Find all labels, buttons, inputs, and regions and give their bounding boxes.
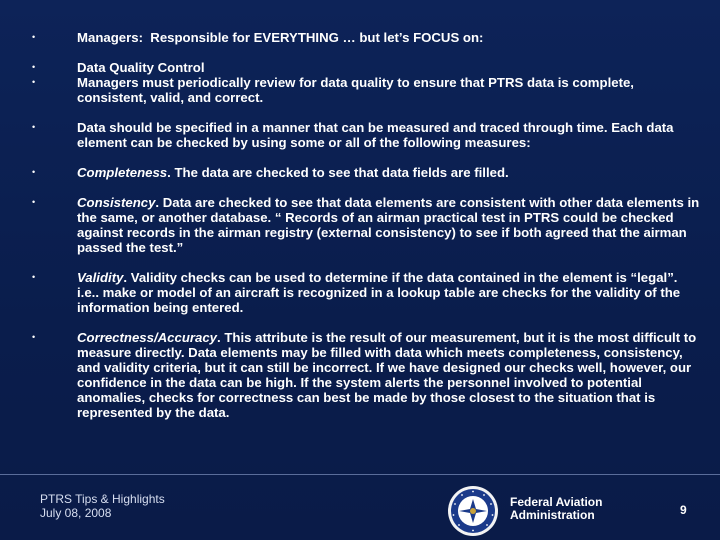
completeness-text: . The data are checked to see that data fields are filled.: [167, 165, 509, 180]
bullet-correctness: [28, 330, 700, 420]
page-number: 9: [680, 503, 687, 517]
faa-wordmark: [510, 496, 602, 522]
completeness-term: Completeness: [77, 165, 168, 180]
validity-term: Validity: [77, 270, 124, 285]
managers-text: Responsible for EVERYTHING … but let’s FOCUS on:: [142, 30, 484, 45]
bullet-completeness: [28, 165, 700, 180]
validity-text: . Validity checks can be used to determine if the data contained in the element is “legal”. i.e.. make or model of an aircraft is recognized in a lookup table are checks for the validity of the information being entered.: [77, 270, 681, 315]
bullet-managers: [28, 30, 700, 45]
bullet-dot: •: [32, 122, 36, 132]
consistency-text: . Data are checked to see that data elements are consistent with other data elements in the same, or another database. “ Records of an airman practical test in PTRS could be checked against records in the airman registry (external consistency) to see if both agreed that the airman passed the test.”: [77, 195, 700, 255]
bullet-managers-review: [28, 75, 700, 105]
bullet-list: [28, 30, 700, 420]
managers-label: Managers:: [77, 30, 143, 45]
bullet-dot: •: [32, 77, 36, 87]
bullet-dot: •: [32, 272, 36, 282]
correctness-text: . This attribute is the result of our measurement, but it is the most difficult to measure directly. Data elements may be filled with data which meets completeness, consistency, and validity criteria, but it can still be incorrect. If we have designed our checks well, however, our confidence in the data can be high. If the system alerts the personnel involved to potential anomalies, checks for correctness can best be made by those closest to the situation that is represented by the data.: [77, 330, 697, 420]
bullet-dot: •: [32, 167, 36, 177]
bullet-dot: •: [32, 62, 36, 72]
footer-title: PTRS Tips & Highlights: [40, 492, 165, 506]
faa-line-1: Federal Aviation: [510, 495, 603, 509]
bullet-dot: •: [32, 197, 36, 207]
consistency-term: Consistency: [77, 195, 156, 210]
bullet-text: Data Quality Control: [77, 60, 205, 75]
bullet-text: Data should be specified in a manner that can be measured and traced through time. Each data element can be checked by using some or all of the following measures:: [77, 120, 674, 150]
bullet-consistency: [28, 195, 700, 255]
footer-date: July 08, 2008: [40, 506, 112, 520]
bullet-dot: •: [32, 32, 36, 42]
bullet-text: Managers must periodically review for data quality to ensure that PTRS data is complete, consistent, valid, and correct.: [77, 75, 634, 105]
faa-line-2: Administration: [510, 508, 595, 522]
bullet-validity: [28, 270, 700, 315]
bullet-dot: •: [32, 332, 36, 342]
footer-divider: [0, 474, 720, 475]
faa-seal-icon: [447, 485, 499, 537]
bullet-data-quality-control: [28, 60, 700, 75]
bullet-data-specified: [28, 120, 700, 150]
correctness-term: Correctness/Accuracy: [77, 330, 218, 345]
footer-title-block: [40, 492, 165, 520]
